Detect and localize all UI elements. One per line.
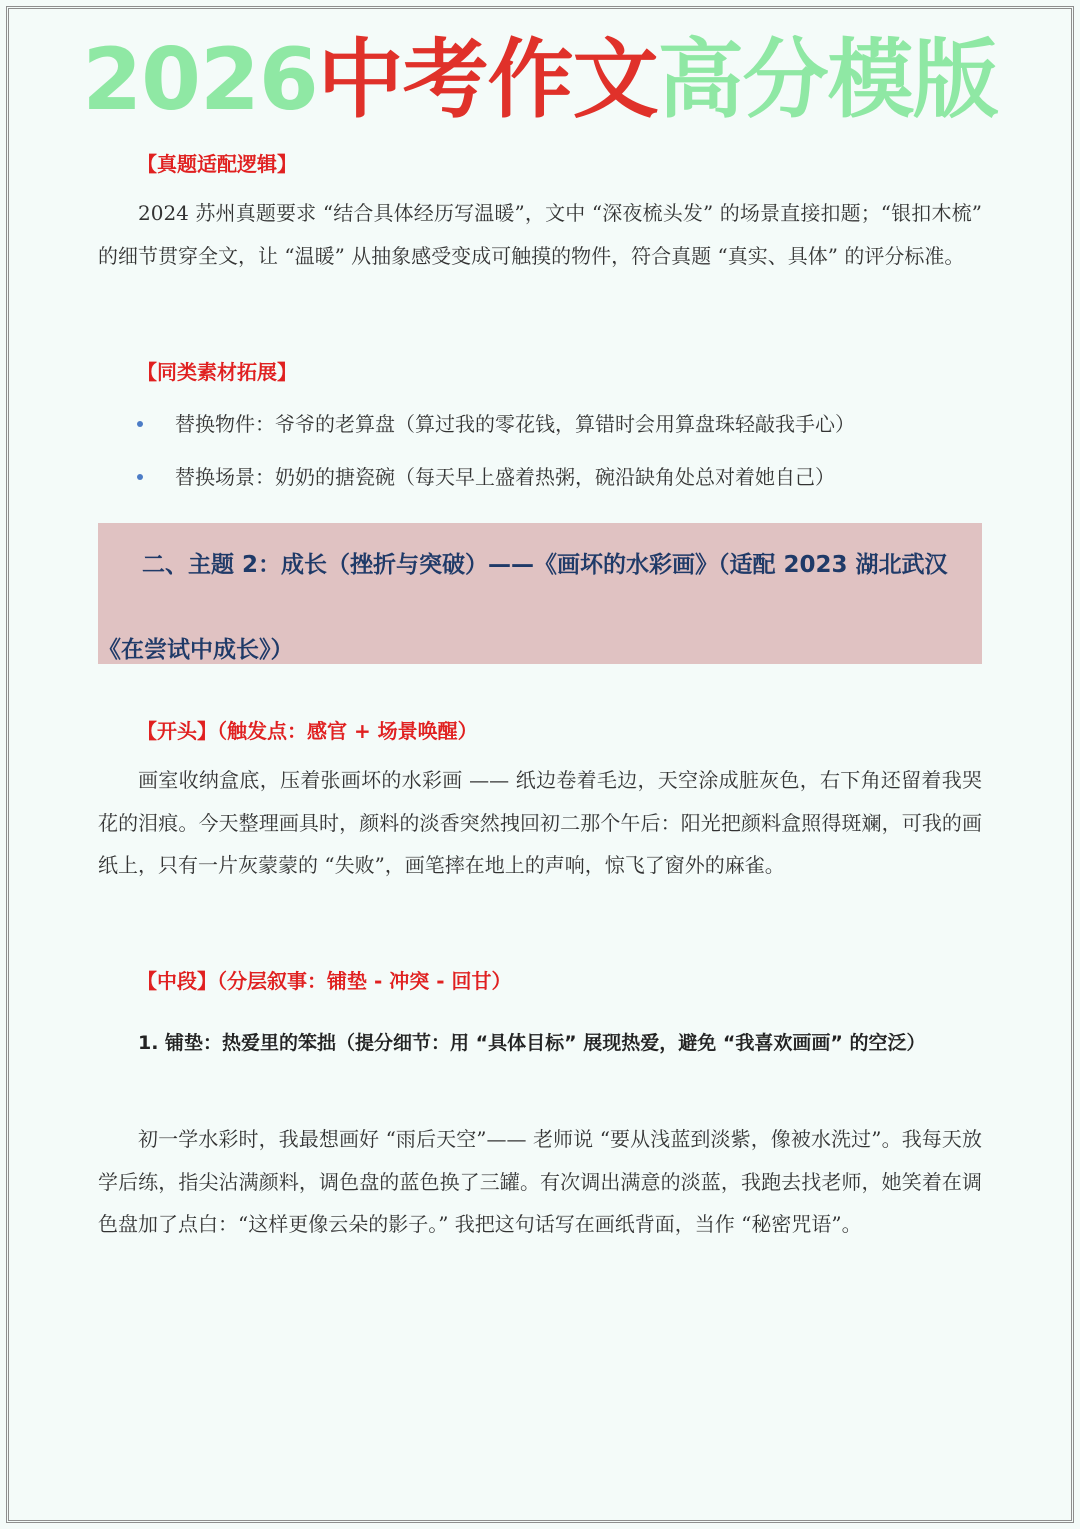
list-item xyxy=(137,461,835,490)
list-item-text: 替换场景：奶奶的搪瓷碗（每天早上盛着热粥，碗沿缺角处总对着她自己） xyxy=(175,465,835,489)
section-heading-opening: 【开头】（触发点：感官 + 场景唤醒） xyxy=(137,719,478,743)
theme-title: 二、主题 2：成长（挫折与突破）——《画坏的水彩画》（适配 2023 湖北武汉《在尝试中成长》） xyxy=(98,552,948,663)
title-template: 高分模版 xyxy=(657,30,998,130)
exam-logic-paragraph: 2024 苏州真题要求 “结合具体经历写温暖”，文中 “深夜梳头发” 的场景直接扣题；“银扣木梳” 的细节贯穿全文，让 “温暖” 从抽象感受变成可触摸的物件，符合真题 “真实、具体” 的评分标准。 xyxy=(98,201,982,268)
page-title xyxy=(0,30,1080,130)
list-item-text: 替换物件：爷爷的老算盘（算过我的零花钱，算错时会用算盘珠轻敲我手心） xyxy=(175,412,855,436)
list-item xyxy=(137,408,855,437)
bullet-icon xyxy=(137,421,143,427)
opening-paragraph: 画室收纳盒底，压着张画坏的水彩画 —— 纸边卷着毛边，天空涂成脏灰色，右下角还留着我哭花的泪痕。今天整理画具时，颜料的淡香突然拽回初二那个午后：阳光把颜料盒照得斑斓，可我的画纸上，只有一片灰蒙蒙的 “失败”，画笔摔在地上的声响，惊飞了窗外的麻雀。 xyxy=(98,768,982,877)
bullet-icon xyxy=(137,474,143,480)
section-heading-middle: 【中段】（分层叙事：铺垫 - 冲突 - 回甘） xyxy=(137,969,512,993)
title-year: 2026 xyxy=(82,30,318,130)
section-heading-exam-logic: 【真题适配逻辑】 xyxy=(137,152,297,176)
middle-paragraph: 初一学水彩时，我最想画好 “雨后天空”—— 老师说 “要从浅蓝到淡紫，像被水洗过”。我每天放学后练，指尖沾满颜料，调色盘的蓝色换了三罐。有次调出满意的淡蓝，我跑去找老师，她笑着在调色盘加了点白：“这样更像云朵的影子。” 我把这句话写在画纸背面，当作 “秘密咒语”。 xyxy=(98,1127,982,1236)
theme-banner xyxy=(98,523,982,664)
title-exam-essay: 中考作文 xyxy=(317,30,658,130)
middle-sub-heading: 1. 铺垫：热爱里的笨拙（提分细节：用 “具体目标” 展现热爱，避免 “我喜欢画画” 的空泛） xyxy=(138,1032,926,1054)
section-heading-material-extension: 【同类素材拓展】 xyxy=(137,360,297,384)
